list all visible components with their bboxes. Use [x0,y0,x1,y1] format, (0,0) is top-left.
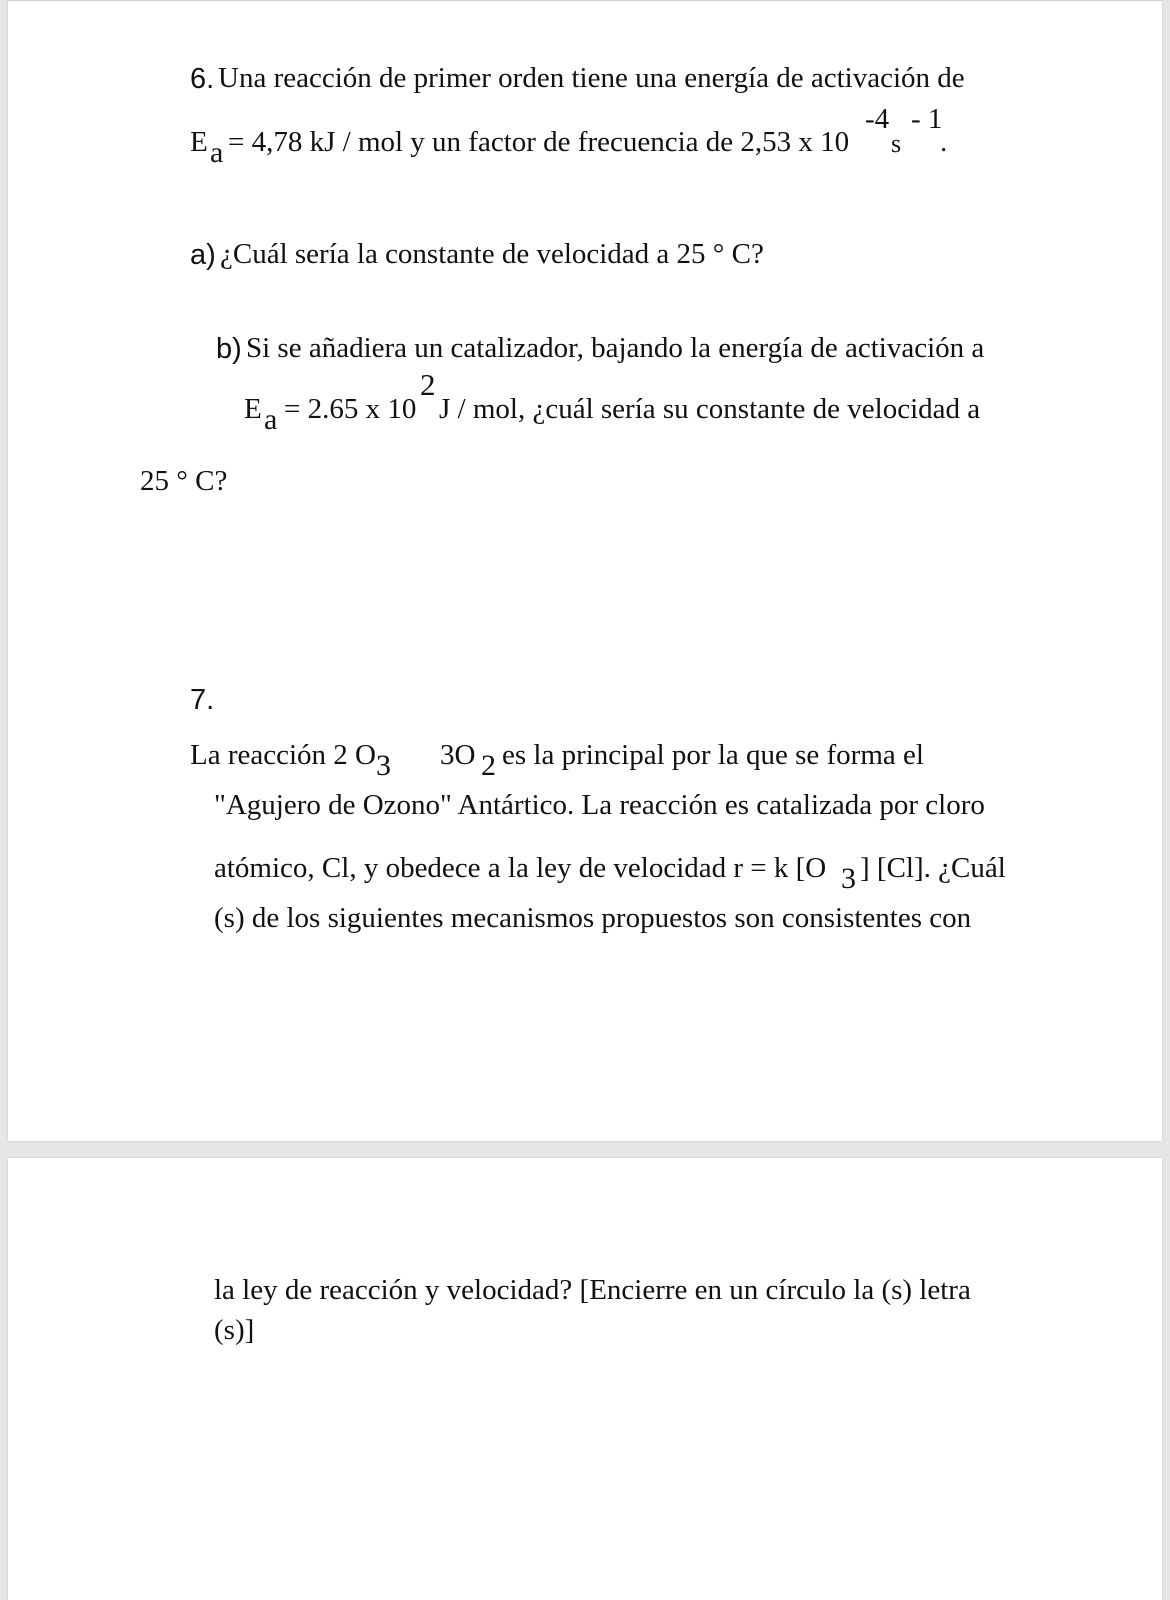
page-2 [8,1158,1162,1600]
q7-line6: (s)] [214,1314,255,1346]
q7-number: 7. [190,684,215,716]
q7-line5: la ley de reacción y velocidad? [Encierre en un círculo la (s) letra [214,1274,971,1306]
q7-line2: "Agujero de Ozono" Antártico. La reacción es catalizada por cloro [214,789,985,821]
q6b-line1: Si se añadiera un catalizador, bajando la energía de activación a [246,332,985,364]
q6-ea-subscript: a [210,136,224,169]
q7-line1-sub3: 3 [376,749,391,782]
q7-line1-c: es la principal por la que se forma el [502,739,924,771]
q7-line1-sub2: 2 [481,749,496,782]
q6-unit-s: s [891,129,902,158]
q6b-label: b) [216,333,242,365]
q6-line1: Una reacción de primer orden tiene una energía de activación de [218,62,965,94]
q6-line2: = 4,78 kJ / mol y un factor de frecuencia de 2,53 x 10 [228,126,850,158]
q7-line1-b: 3O [440,739,476,771]
q6b-rest: J / mol, ¿cuál sería su constante de velocidad a [439,393,981,425]
q6b-equation: = 2.65 x 10 [284,393,417,425]
q7-line1-a: La reacción 2 O [190,739,376,771]
q6-number: 6. [190,63,215,95]
q6b-ea-subscript: a [264,403,278,436]
q6-exponent-neg1: - 1 [911,103,943,135]
q6b-line3: 25 ° C? [140,465,228,497]
q6-ea-symbol: E [190,126,208,158]
q7-line3-b: ] [Cl]. ¿Cuál [860,852,1006,884]
q7-line4: (s) de los siguientes mecanismos propuestos son consistentes con [214,902,972,934]
q6a-label: a) [190,239,216,271]
q6-exponent-neg4: -4 [865,103,890,135]
q6a-text: ¿Cuál sería la constante de velocidad a 25 ° C? [220,238,764,270]
q6-period: . [940,126,948,158]
q7-line3-a: atómico, Cl, y obedece a la ley de velocidad r = k [O [214,852,827,884]
q7-line3-sub3: 3 [841,862,856,895]
q6b-ea-symbol: E [244,393,262,425]
page-1 [8,0,1162,1141]
q6b-exponent: 2 [420,367,436,402]
